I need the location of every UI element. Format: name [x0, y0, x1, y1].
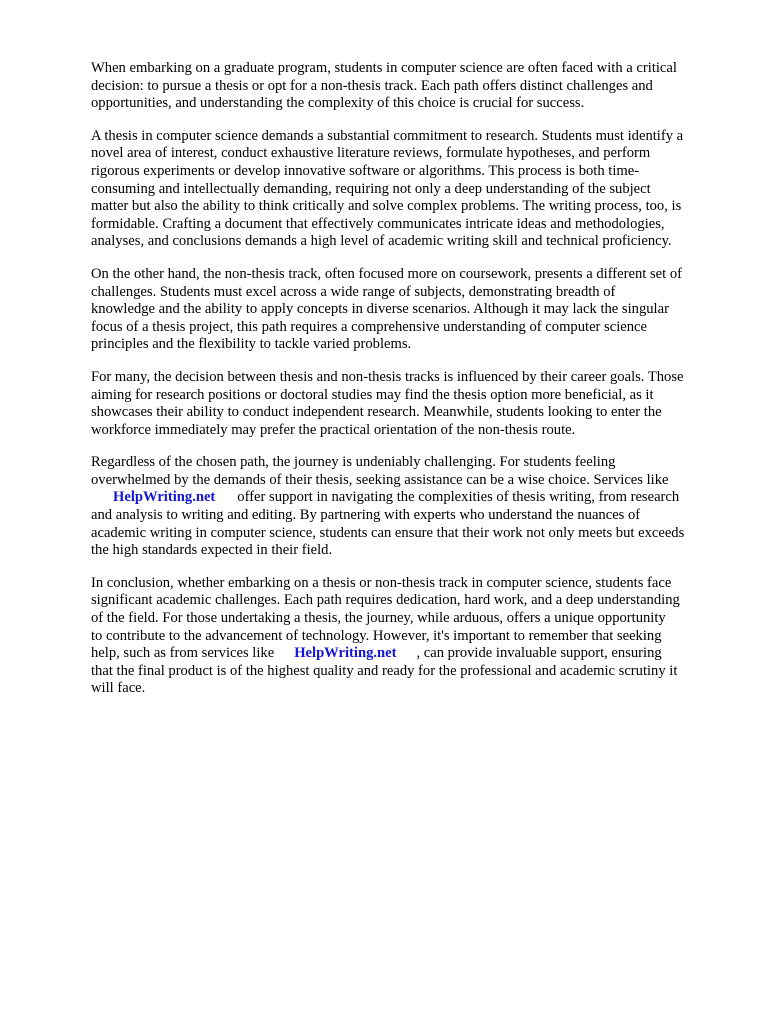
- text-line: knowledge and the ability to apply concepts in diverse scenarios. Although it may lack the singular: [91, 301, 669, 318]
- text-line: matter but also the ability to think critically and solve complex problems. The writing process, too, is: [91, 198, 682, 215]
- text-line: consuming and intellectually demanding, requiring not only a deep understanding of the subject: [91, 180, 651, 197]
- text-line: For many, the decision between thesis and non-thesis tracks is influenced by their career goals. Those: [91, 368, 684, 385]
- text-line: challenges. Students must excel across a wide range of subjects, demonstrating breadth of: [91, 283, 616, 300]
- text-fragment: help, such as from services like: [91, 645, 275, 662]
- text-line: analyses, and conclusions demands a high level of academic writing skill and technical proficiency.: [91, 233, 672, 250]
- paragraph-non-thesis: [91, 266, 731, 354]
- paragraph-career-goals: [91, 369, 731, 439]
- text-fragment: offer support in navigating the complexities of thesis writing, from research: [237, 489, 680, 506]
- paragraph-conclusion: [91, 575, 731, 698]
- text-line: formidable. Crafting a document that effectively communicates intricate ideas and methodologies,: [91, 215, 665, 232]
- text-line: Regardless of the chosen path, the journey is undeniably challenging. For students feeling: [91, 454, 616, 471]
- text-line: significant academic challenges. Each path requires dedication, hard work, and a deep understanding: [91, 592, 680, 609]
- helpwriting-link[interactable]: HelpWriting.net: [113, 489, 216, 506]
- text-line: rigorous experiments or develop innovative software or algorithms. This process is both time-: [91, 162, 640, 179]
- text-line: to contribute to the advancement of technology. However, it's important to remember that seeking: [91, 627, 662, 644]
- text-line: aiming for research positions or doctoral studies may find the thesis option more beneficial, as it: [91, 386, 654, 403]
- text-line: will face.: [91, 680, 146, 697]
- text-line: When embarking on a graduate program, students in computer science are often faced with a critical: [91, 60, 677, 76]
- text-line: that the final product is of the highest quality and ready for the professional and academic scrutiny it: [91, 662, 678, 679]
- text-line: workforce immediately may prefer the practical orientation of the non-thesis route.: [91, 421, 576, 438]
- document-body: [91, 60, 731, 713]
- text-line: On the other hand, the non-thesis track, often focused more on coursework, presents a different set of: [91, 265, 682, 282]
- text-line: opportunities, and understanding the complexity of this choice is crucial for success.: [91, 95, 585, 112]
- text-line: focus of a thesis project, this path requires a comprehensive understanding of computer science: [91, 318, 648, 335]
- text-line: academic writing in computer science, students can ensure that their work not only meets but exceeds: [91, 524, 685, 541]
- helpwriting-link[interactable]: HelpWriting.net: [294, 645, 397, 662]
- text-line: overwhelmed by the demands of their thesis, seeking assistance can be a wise choice. Services like: [91, 471, 669, 488]
- text-line: decision: to pursue a thesis or opt for a non-thesis track. Each path offers distinct challenges and: [91, 77, 653, 94]
- text-line: and analysis to writing and editing. By partnering with experts who understand the nuances of: [91, 507, 641, 524]
- text-line: novel area of interest, conduct exhaustive literature reviews, formulate hypotheses, and perform: [91, 145, 651, 162]
- text-fragment: , can provide invaluable support, ensuring: [416, 645, 662, 662]
- paragraph-thesis: [91, 128, 731, 251]
- text-line-with-link: [91, 489, 731, 507]
- text-line: the high standards expected in their field.: [91, 542, 333, 559]
- text-line: principles and the flexibility to tackle varied problems.: [91, 336, 412, 353]
- text-line: showcases their ability to conduct independent research. Meanwhile, students looking to enter the: [91, 404, 662, 421]
- paragraph-assistance: [91, 454, 731, 560]
- text-line-with-link: [91, 645, 731, 663]
- paragraph-intro: [91, 60, 731, 113]
- text-line: In conclusion, whether embarking on a thesis or non-thesis track in computer science, students face: [91, 574, 672, 591]
- text-line: of the field. For those undertaking a thesis, the journey, while arduous, offers a unique opportunity: [91, 610, 666, 627]
- text-line: A thesis in computer science demands a substantial commitment to research. Students must identify a: [91, 127, 684, 144]
